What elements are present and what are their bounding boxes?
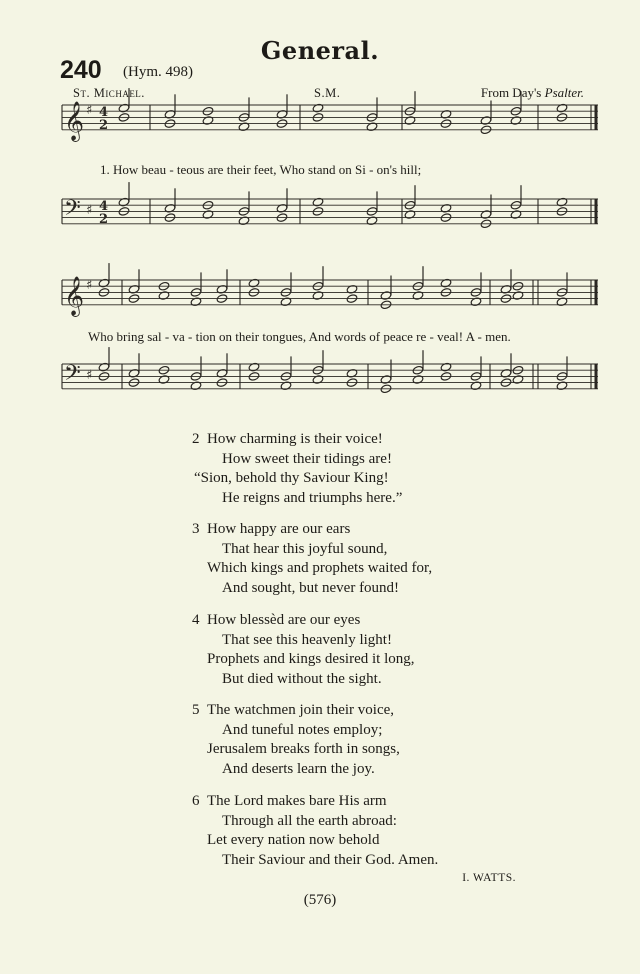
verse-line: And tuneful notes employ; — [222, 721, 383, 738]
barlines — [62, 105, 596, 389]
verse-number: 2 — [192, 431, 200, 447]
page-number: (576) — [303, 892, 337, 908]
section-title: General. — [260, 36, 380, 65]
source-work: Psalter. — [544, 85, 584, 100]
staff-lines — [62, 105, 598, 389]
verse-line: “Sion, behold thy Saviour King! — [194, 470, 389, 486]
key-sharp: ♯ — [86, 368, 93, 383]
hymn-number: 240 — [60, 56, 102, 84]
key-sharp: ♯ — [86, 278, 93, 293]
verse-line: He reigns and triumphs here.” — [222, 489, 403, 506]
verse-line: And deserts learn the joy. — [222, 760, 375, 777]
time-signature: 4 — [99, 199, 109, 214]
verse-number: 6 — [192, 793, 200, 809]
treble-clef: 𝄞 — [64, 276, 85, 316]
meter: S.M. — [314, 86, 341, 100]
verse-line: How sweet their tidings are! — [222, 450, 392, 467]
verse-2 — [192, 430, 402, 508]
source-prefix: From Day's — [480, 85, 542, 100]
verse-4 — [192, 611, 414, 689]
verse-line: The watchmen join their voice, — [207, 702, 395, 718]
author: I. WATTS. — [462, 872, 516, 884]
bass-clef: 𝄢 — [64, 361, 81, 391]
verse-line: That hear this joyful sound, — [222, 540, 388, 557]
verse-line: How charming is their voice! — [207, 431, 383, 447]
verse-number: 3 — [192, 521, 200, 537]
notes — [98, 88, 568, 394]
time-signature: 4 — [99, 105, 109, 120]
verse-line: Jerusalem breaks forth in songs, — [207, 741, 400, 757]
verse-3 — [192, 520, 432, 598]
verse-number: 4 — [192, 612, 200, 628]
hymn-reference: (Hym. 498) — [123, 64, 193, 80]
verse-line: The Lord makes bare His arm — [207, 793, 387, 809]
verse-number: 5 — [192, 702, 200, 718]
verse-line: How blessèd are our eyes — [207, 612, 361, 628]
verse-line: That see this heavenly light! — [222, 631, 392, 648]
time-signature: 2 — [99, 118, 109, 133]
verse-line: Through all the earth abroad: — [222, 812, 397, 829]
verse-line: Which kings and prophets waited for, — [207, 560, 433, 576]
amen: Amen. — [397, 851, 439, 868]
system-1-lyrics: 1. How beau - teous are their feet, Who stand on Si - on's hill; — [100, 162, 422, 177]
verse-line: How happy are our ears — [207, 521, 351, 537]
verse-6 — [192, 792, 438, 870]
verse-5 — [192, 701, 400, 779]
system-2-lyrics: Who bring sal - va - tion on their tongues, And words of peace re - veal! A - men. — [88, 329, 511, 344]
tune-name: St. Michael. — [73, 86, 145, 100]
key-sharp: ♯ — [86, 203, 93, 218]
verse-line: Their Saviour and their God. — [222, 851, 395, 868]
clefs — [64, 101, 108, 391]
music-score — [0, 0, 640, 420]
verse-line: And sought, but never found! — [222, 579, 400, 596]
treble-clef: 𝄞 — [64, 101, 85, 141]
bass-clef: 𝄢 — [64, 196, 81, 226]
verse-line: Prophets and kings desired it long, — [207, 651, 415, 667]
verse-line: But died without the sight. — [222, 670, 382, 687]
key-sharp: ♯ — [86, 103, 93, 118]
time-signature: 2 — [99, 212, 109, 227]
verse-line: Let every nation now behold — [207, 832, 380, 848]
